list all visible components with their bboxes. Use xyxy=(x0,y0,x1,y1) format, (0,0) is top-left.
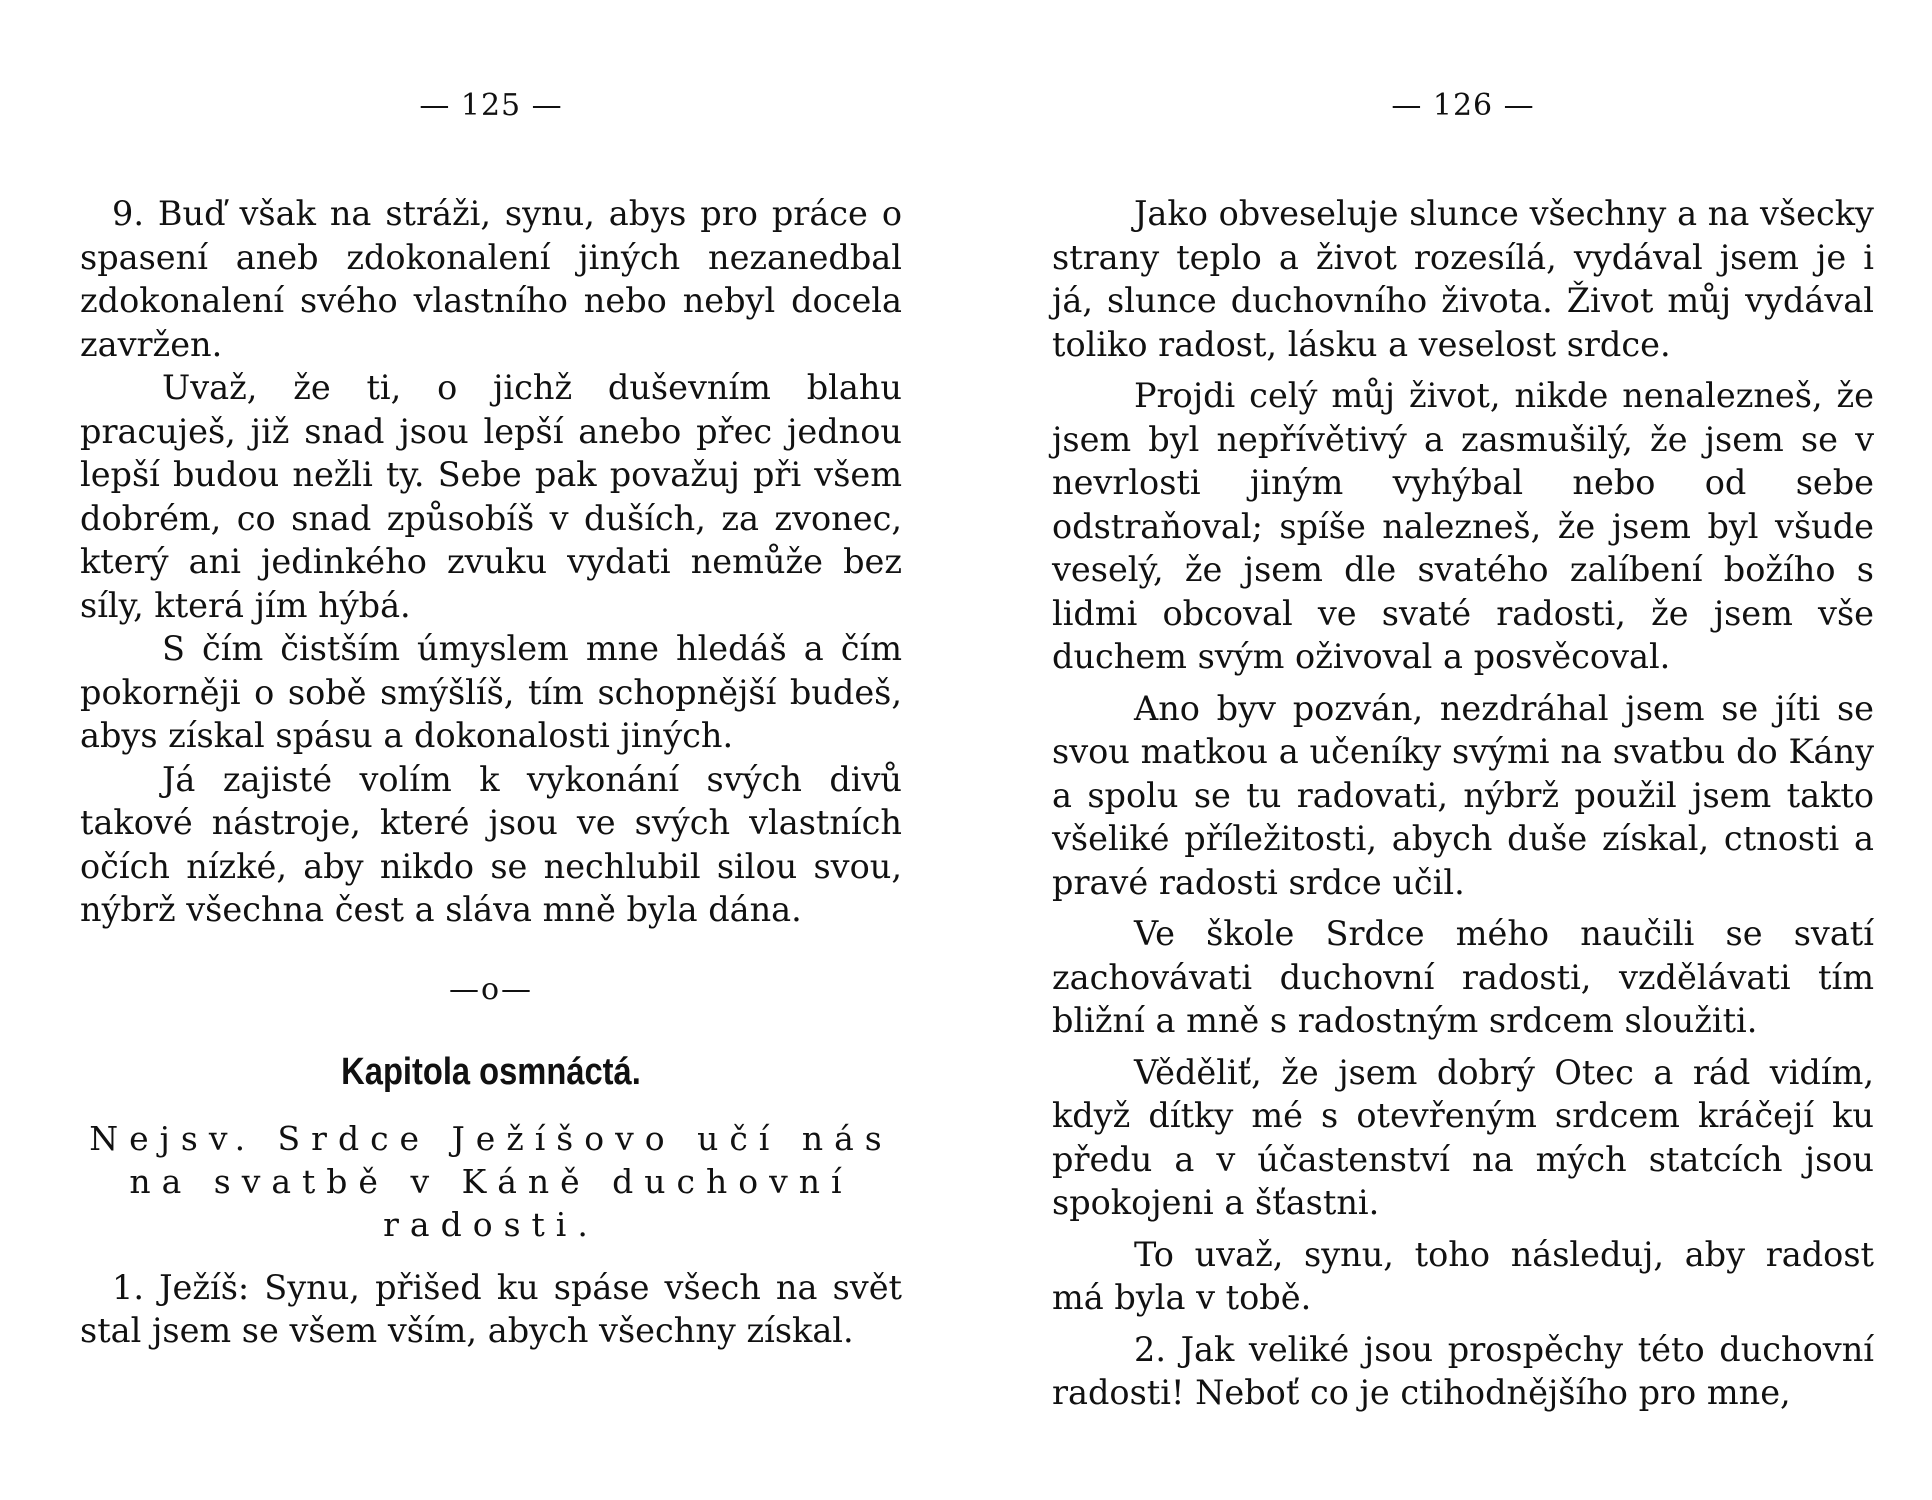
right-page-text xyxy=(1052,192,1874,1423)
right-page xyxy=(1052,0,1874,1500)
left-paragraph-4: Já zajisté volím k vykonání svých divů takové nástroje, které jsou ve svých vlastních očích nízké, aby nikdo se nechlubil silou svou, nýbrž všechna čest a sláva mně byla dána. xyxy=(80,759,902,929)
page-number-left: — 125 — xyxy=(419,88,563,123)
page-number-right: — 126 — xyxy=(1391,88,1535,123)
right-paragraph-1: Jako obveseluje slunce všechny a na všecky strany teplo a život rozesílá, vydával jsem je i já, slunce duchovního života. Život můj vydával toliko radost, lásku a veselost srdce. xyxy=(1052,194,1874,364)
left-paragraph-5: 1. Ježíš: Synu, přišed ku spáse všech na svět stal jsem se všem vším, abych všechny získal. xyxy=(80,1267,902,1350)
right-paragraph-3: Ano byv pozván, nezdráhal jsem se jíti se svou matkou a učeníky svými na svatbu do Kány a spolu se tu radovati, nýbrž použil jsem takto všeliké příležitosti, abych duše získal, ctnosti a pravé radosti srdce učil. xyxy=(1052,688,1874,902)
left-page-text xyxy=(80,192,902,1353)
right-paragraph-4: Ve škole Srdce mého naučili se svatí zachovávati duchovní radosti, vzdělávati tím bližní a mně s radostným srdcem sloužiti. xyxy=(1052,914,1874,1040)
left-paragraph-1: 9. Buď však na stráži, synu, abys pro práce o spasení aneb zdokonalení jiných nezanedbal zdokonalení svého vlastního nebo nebyl docela zavržen. xyxy=(80,194,902,364)
left-paragraph-3: S čím čistším úmyslem mne hledáš a čím pokorněji o sobě smýšlíš, tím schopnější budeš, abys získal spásu a dokonalosti jiných. xyxy=(80,629,902,755)
chapter-title: Kapitola osmnáctá. xyxy=(341,1051,641,1093)
right-paragraph-6: To uvaž, synu, toho následuj, aby radost má byla v tobě. xyxy=(1052,1234,1874,1317)
right-paragraph-2: Projdi celý můj život, nikde nenalezneš, že jsem byl nepřívětivý a zasmušilý, že jsem se v nevrlosti jiným vyhýbal nebo od sebe odstraňoval; spíše nalezneš, že jsem byl všude veselý, že jsem dle svatého zalíbení božího s lidmi obcoval ve svaté radosti, že jsem vše duchem svým oživoval a posvěcoval. xyxy=(1052,376,1874,676)
section-separator: —o— xyxy=(448,971,534,1007)
left-page xyxy=(80,0,902,1500)
left-paragraph-2: Uvaž, že ti, o jichž duševním blahu pracuješ, již snad jsou lepší anebo přec jednou lepší budou nežli ty. Sebe pak považuj při všem dobrém, co snad způsobíš v duších, za zvonec, který ani jedinkého zvuku vydati nemůže bez síly, která jím hýbá. xyxy=(80,368,902,625)
right-paragraph-7: 2. Jak veliké jsou prospěchy této duchovní radosti! Neboť co je ctihodnějšího pro mne, xyxy=(1052,1329,1874,1412)
chapter-subtitle: Nejsv. Srdce Ježíšovo učí nás na svatbě v Káně duchovní radosti. xyxy=(89,1118,893,1244)
right-paragraph-5: Věděliť, že jsem dobrý Otec a rád vidím, když dítky mé s otevřeným srdcem kráčejí ku předu a v účastenství na mých statcích jsou spokojeni a šťastni. xyxy=(1052,1052,1874,1222)
